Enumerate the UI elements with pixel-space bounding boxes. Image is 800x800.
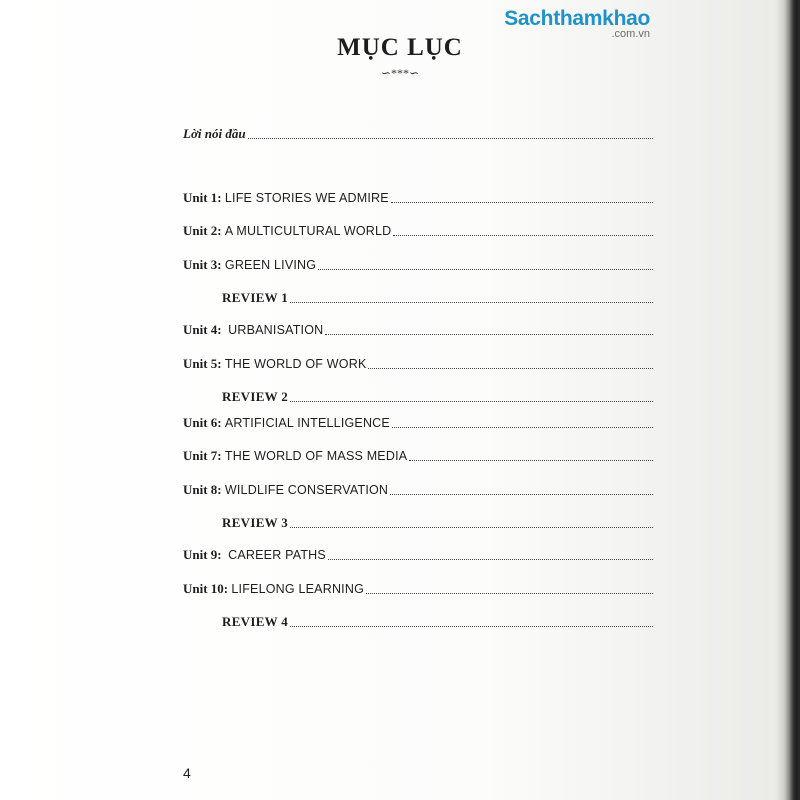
toc-label: Unit 5: — [183, 356, 222, 371]
toc-entry-unit-7 — [183, 446, 653, 464]
dot-leader — [248, 134, 653, 139]
dot-leader — [290, 622, 653, 627]
ornament-left-icon: ∽ — [380, 66, 391, 80]
toc-entry-unit-2 — [183, 221, 653, 239]
dot-leader — [409, 456, 653, 461]
toc-label: Unit 6: — [183, 415, 222, 430]
toc-title: URBANISATION — [228, 323, 324, 337]
toc-entry-unit-6 — [183, 413, 653, 431]
page-number: 4 — [183, 765, 191, 781]
dot-leader — [368, 364, 653, 369]
dot-leader — [366, 589, 653, 594]
toc-label: Unit 8: — [183, 482, 222, 497]
toc-entry-unit-8 — [183, 480, 653, 498]
toc-entry-preface — [183, 124, 653, 142]
dot-leader — [290, 298, 653, 303]
title-ornament — [0, 66, 800, 81]
toc-title: THE WORLD OF WORK — [224, 357, 367, 371]
ornament-right-icon: ∽ — [409, 66, 420, 80]
toc-entry-unit-10 — [183, 579, 653, 597]
toc-entry-unit-1 — [183, 188, 653, 206]
toc-title: THE WORLD OF MASS MEDIA — [224, 449, 408, 463]
toc-title: LIFE STORIES WE ADMIRE — [224, 191, 389, 205]
toc-entry-review-2 — [222, 387, 653, 405]
toc-label: Unit 3: — [183, 257, 222, 272]
toc-label: Unit 1: — [183, 190, 222, 205]
toc-entry-review-3 — [222, 513, 653, 531]
dot-leader — [390, 490, 653, 495]
dot-leader — [392, 423, 653, 428]
toc-title: ARTIFICIAL INTELLIGENCE — [224, 416, 390, 430]
toc-entry-unit-9 — [183, 545, 653, 563]
toc-entry-unit-4 — [183, 320, 653, 338]
toc-label: REVIEW 1 — [222, 290, 289, 305]
dot-leader — [290, 523, 653, 528]
dot-leader — [325, 330, 653, 335]
toc-entry-unit-3 — [183, 255, 653, 273]
toc-entry-unit-5 — [183, 354, 653, 372]
toc-label: Unit 9: — [183, 547, 222, 562]
watermark-brand: Sachthamkhao — [504, 7, 650, 30]
toc-label: Unit 4: — [183, 322, 222, 337]
toc-title: WILDLIFE CONSERVATION — [224, 483, 389, 497]
toc-entry-review-4 — [222, 612, 653, 630]
dot-leader — [393, 231, 653, 236]
dot-leader — [290, 397, 653, 402]
watermark-domain: .com.vn — [611, 28, 650, 40]
page-title: MỤC LỤC — [337, 34, 463, 61]
toc-label: Lời nói đầu — [183, 126, 246, 141]
ornament-stars: *** — [391, 66, 409, 80]
toc-entry-review-1 — [222, 288, 653, 306]
toc-label: REVIEW 4 — [222, 614, 289, 629]
dot-leader — [318, 265, 653, 270]
toc-label: Unit 10: — [183, 581, 229, 596]
dot-leader — [391, 198, 653, 203]
toc-label: Unit 7: — [183, 448, 222, 463]
toc-title: A MULTICULTURAL WORLD — [224, 224, 392, 238]
toc-label: REVIEW 3 — [222, 515, 289, 530]
toc-title: GREEN LIVING — [224, 258, 317, 272]
toc-title: LIFELONG LEARNING — [231, 582, 364, 596]
book-spine-shadow — [650, 0, 800, 800]
dot-leader — [328, 555, 653, 560]
toc-label: Unit 2: — [183, 223, 222, 238]
toc-label: REVIEW 2 — [222, 389, 289, 404]
toc-title: CAREER PATHS — [228, 548, 326, 562]
